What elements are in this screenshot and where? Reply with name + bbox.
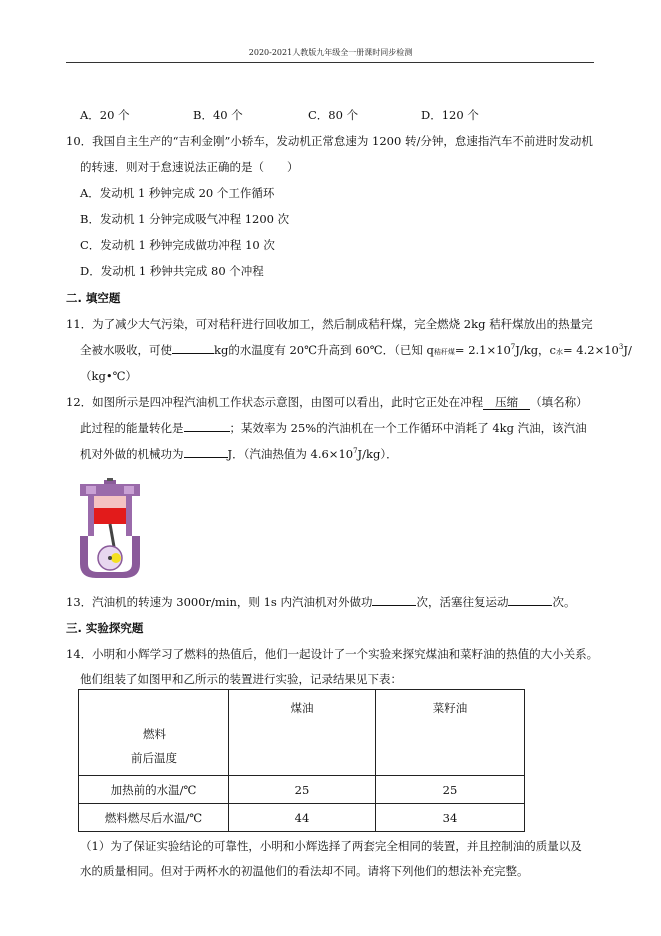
q10-stem-line1: 10．我国自主生产的“吉利金刚”小轿车，发动机正常怠速为 1200 转/分钟，怠速指汽车不前进时发动机 — [66, 134, 593, 148]
q13-text: 次。 — [552, 595, 576, 609]
q10-option-a: A．发动机 1 秒钟完成 20 个工作循环 — [80, 186, 275, 200]
q10-option-d: D．发动机 1 秒钟共完成 80 个冲程 — [80, 264, 264, 278]
table-row — [79, 776, 525, 804]
q9-option-d: D．120 个 — [421, 108, 479, 122]
experiment-result-table — [78, 689, 525, 832]
q12-text: 此过程的能量转化是 — [80, 421, 184, 435]
q11-text: J/ — [623, 343, 632, 357]
q11-text: kg的水温度有 20℃升高到 60℃．（已知 q — [214, 343, 434, 357]
q13-work-count-blank[interactable] — [372, 594, 416, 606]
section-experiment-title: 三. 实验探究题 — [66, 621, 144, 635]
q11-exponent: 7 — [510, 343, 516, 352]
q13-text: 13．汽油机的转速为 3000r/min，则 1s 内汽油机对外做功 — [66, 595, 373, 609]
q12-stem-line1 — [66, 394, 588, 410]
table-row-label: 加热前的水温/℃ — [79, 776, 229, 804]
q11-stem-line3: （kg•℃） — [80, 369, 137, 383]
piston-icon — [94, 508, 126, 524]
q12-text: J．（汽油热值为 4.6×10 — [227, 447, 354, 461]
q10-stem-line2: 的转速．则对于怠速说法正确的是（ ） — [80, 160, 299, 174]
q12-text: J/kg）． — [357, 447, 398, 461]
q12-stem-line3 — [80, 446, 398, 462]
q9-option-a: A．20 个 — [80, 108, 130, 122]
q14-stem-line1: 14．小明和小辉学习了燃料的热值后，他们一起设计了一个实验来探究煤油和菜籽油的热值的大小关系。 — [66, 647, 599, 661]
q9-option-c: C．80 个 — [308, 108, 359, 122]
q11-exponent: 3 — [618, 343, 624, 352]
q14-sub1-line1: （1）为了保证实验结论的可靠性，小明和小辉选择了两套完全相同的装置，并且控制油的质量以及 — [80, 839, 582, 853]
table-header-row — [79, 690, 525, 776]
q12-stem-line2 — [80, 420, 587, 436]
q11-answer-blank[interactable] — [172, 342, 214, 354]
table-cell: 34 — [376, 804, 525, 832]
q11-text: 全被水吸收，可使 — [80, 343, 172, 357]
table-col-kerosene: 煤油 — [229, 690, 376, 776]
q11-text: J/kg，c — [515, 343, 556, 357]
q11-text: = 4.2×10 — [563, 343, 619, 357]
table-cell: 44 — [229, 804, 376, 832]
q12-text: 机对外做的机械功为 — [80, 447, 184, 461]
q10-option-b: B．发动机 1 分钟完成吸气冲程 1200 次 — [80, 212, 290, 226]
table-corner-top: 燃料 — [143, 727, 166, 741]
q11-stem-line2 — [80, 342, 632, 358]
q14-sub1-line2: 水的质量相同。但对于两杯水的初温他们的看法却不同。请将下列他们的想法补充完整。 — [80, 864, 529, 878]
q9-option-b: B．40 个 — [193, 108, 243, 122]
table-cell: 25 — [376, 776, 525, 804]
q12-answer-filled: 压缩 — [483, 395, 530, 410]
table-corner-bottom: 前后温度 — [131, 751, 177, 765]
q12-text: （填名称） — [530, 395, 588, 409]
q12-text: 12．如图所示是四冲程汽油机工作状态示意图，由图可以看出，此时它正处在冲程 — [66, 395, 484, 409]
q12-work-blank[interactable] — [184, 446, 228, 458]
header-divider — [66, 62, 594, 63]
q11-stem-line1: 11．为了减少大气污染，可对秸秆进行回收加工，然后制成秸秆煤，完全燃烧 2kg 秸秆煤放出的热量完 — [66, 317, 593, 331]
q12-energy-blank[interactable] — [184, 420, 230, 432]
table-col-rapeseed-oil: 菜籽油 — [376, 690, 525, 776]
q11-subscript: 秸秆煤 — [433, 348, 455, 356]
q12-exponent: 7 — [353, 447, 358, 456]
q13-stem — [66, 594, 575, 610]
page-header-title: 2020-2021人教版九年级全一册课时同步检测 — [248, 48, 413, 57]
q12-text: ；某效率为 25%的汽油机在一个工作循环中消耗了 4kg 汽油，该汽油 — [229, 421, 587, 435]
q11-text: = 2.1×10 — [454, 343, 511, 357]
q14-stem-line2: 他们组装了如图甲和乙所示的装置进行实验，记录结果见下表： — [80, 672, 402, 686]
table-row — [79, 804, 525, 832]
q13-piston-count-blank[interactable] — [508, 594, 552, 606]
q13-text: 次，活塞往复运动 — [416, 595, 509, 609]
table-corner-cell — [79, 690, 229, 776]
q11-subscript: 水 — [556, 348, 563, 356]
table-row-label: 燃料燃尽后水温/℃ — [79, 804, 229, 832]
q10-option-c: C．发动机 1 秒钟完成做功冲程 10 次 — [80, 238, 275, 252]
table-cell: 25 — [229, 776, 376, 804]
engine-cylinder-figure — [74, 478, 144, 580]
section-fill-in-title: 二. 填空题 — [66, 291, 121, 305]
